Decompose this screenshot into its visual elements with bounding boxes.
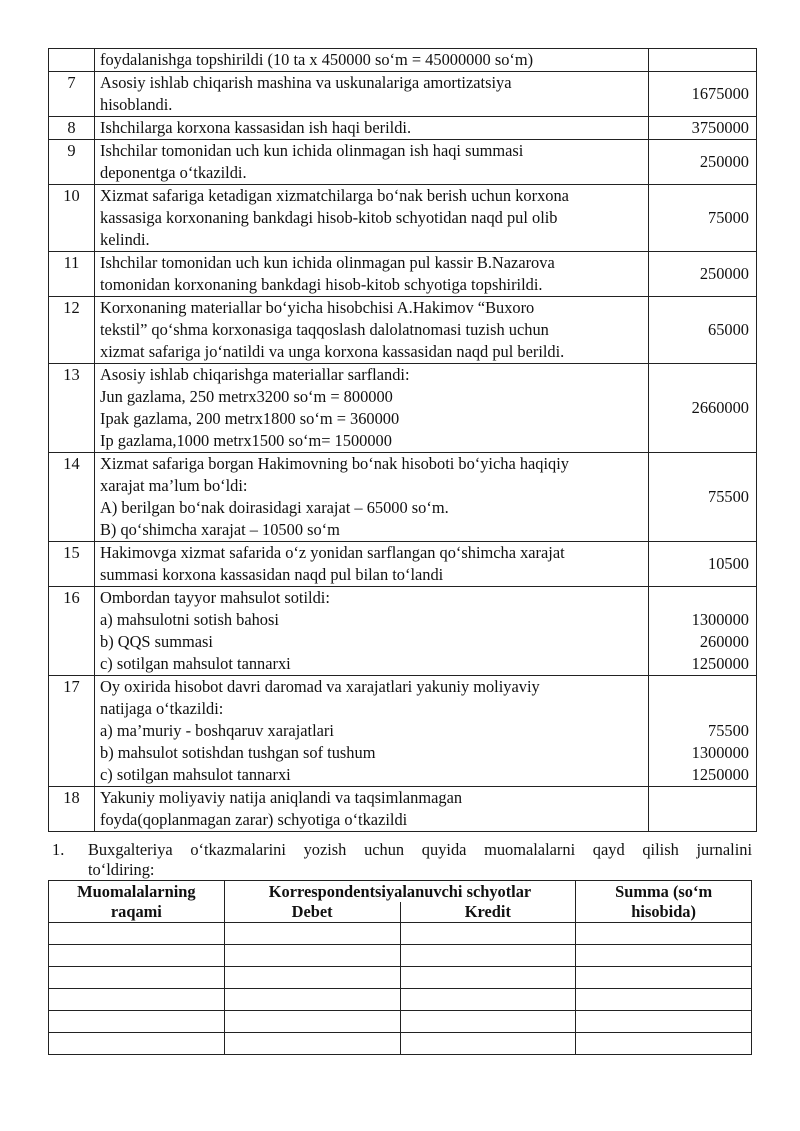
- operation-description-line: Asosiy ishlab chiqarish mashina va uskunalariga amortizatsiya: [100, 73, 512, 92]
- operation-description: [95, 787, 649, 832]
- operation-row: [49, 364, 757, 453]
- journal-cell-debit[interactable]: [224, 989, 400, 1011]
- operation-row: [49, 297, 757, 364]
- journal-row: [49, 989, 752, 1011]
- journal-cell-number[interactable]: [49, 967, 225, 989]
- journal-cell-debit[interactable]: [224, 967, 400, 989]
- operation-row: [49, 453, 757, 542]
- journal-cell-sum[interactable]: [576, 923, 752, 945]
- journal-header-sum: [576, 881, 752, 923]
- operation-description-line: foydalanishga topshirildi (10 ta x 450000 so‘m = 45000000 so‘m): [100, 50, 534, 69]
- task-text-line-2: to‘ldiring:: [88, 860, 155, 879]
- operation-description: [95, 587, 649, 676]
- operation-amount: [649, 787, 757, 832]
- journal-cell-credit[interactable]: [400, 1011, 576, 1033]
- journal-cell-number[interactable]: [49, 945, 225, 967]
- operation-amount-value: 260000: [699, 632, 749, 651]
- journal-cell-credit[interactable]: [400, 1033, 576, 1055]
- journal-cell-credit[interactable]: [400, 923, 576, 945]
- task-number: 1.: [52, 840, 65, 859]
- operation-description-line: Xizmat safariga borgan Hakimovning bo‘nak hisoboti bo‘yicha haqiqiy: [100, 454, 569, 473]
- operation-row: [49, 140, 757, 185]
- journal-cell-debit[interactable]: [224, 945, 400, 967]
- operation-row: [49, 117, 757, 140]
- operations-table: [48, 48, 757, 832]
- operation-number: 15: [49, 542, 95, 587]
- journal-row: [49, 945, 752, 967]
- operation-amount-value: 75000: [708, 208, 749, 227]
- operation-number: 18: [49, 787, 95, 832]
- operations-table-body: [49, 49, 757, 832]
- operation-amount-value: 2660000: [691, 398, 749, 417]
- operation-description-line: deponentga o‘tkazildi.: [100, 163, 247, 182]
- journal-cell-sum[interactable]: [576, 989, 752, 1011]
- journal-row: [49, 923, 752, 945]
- operation-description-line: kassasiga korxonaning bankdagi hisob-kitob schyotidan naqd pul olib: [100, 208, 558, 227]
- journal-cell-debit[interactable]: [224, 1033, 400, 1055]
- operation-description: [95, 453, 649, 542]
- operation-row: [49, 542, 757, 587]
- operation-description: [95, 364, 649, 453]
- operation-description: [95, 542, 649, 587]
- operation-description-line: Ishchilarga korxona kassasidan ish haqi berildi.: [100, 118, 412, 137]
- operation-description: [95, 49, 649, 72]
- operation-number: [49, 49, 95, 72]
- journal-table: [48, 880, 752, 1055]
- journal-cell-sum[interactable]: [576, 967, 752, 989]
- journal-cell-debit[interactable]: [224, 1011, 400, 1033]
- journal-cell-sum[interactable]: [576, 1011, 752, 1033]
- journal-cell-debit[interactable]: [224, 923, 400, 945]
- operation-amount: [649, 252, 757, 297]
- operation-description-line: xizmat safariga jo‘natildi va unga korxona kassasidan naqd pul berildi.: [100, 342, 565, 361]
- operation-description: [95, 72, 649, 117]
- operation-description-line: Xizmat safariga ketadigan xizmatchilarga bo‘nak berish uchun korxona: [100, 186, 569, 205]
- operation-amount-value: 10500: [708, 554, 749, 573]
- journal-cell-number[interactable]: [49, 1033, 225, 1055]
- journal-row: [49, 967, 752, 989]
- operation-description-line: Yakuniy moliyaviy natija aniqlandi va taqsimlanmagan: [100, 788, 463, 807]
- operation-description-line: tekstil” qo‘shma korxonasiga taqqoslash dalolatnomasi tuzish uchun: [100, 320, 549, 339]
- operation-description: [95, 676, 649, 787]
- operation-number: 14: [49, 453, 95, 542]
- operation-amount-value: 1675000: [691, 84, 749, 103]
- operation-description-line: summasi korxona kassasidan naqd pul bilan to‘landi: [100, 565, 444, 584]
- operation-number: 7: [49, 72, 95, 117]
- operation-description-line: Jun gazlama, 250 metrx3200 so‘m = 800000: [100, 387, 393, 406]
- operation-description-line: a) mahsulotni sotish bahosi: [100, 610, 279, 629]
- operation-amount: [649, 49, 757, 72]
- journal-cell-credit[interactable]: [400, 945, 576, 967]
- operation-amount: [649, 542, 757, 587]
- operation-description: [95, 117, 649, 140]
- operation-number: 9: [49, 140, 95, 185]
- operation-description-line: Ishchilar tomonidan uch kun ichida olinmagan ish haqi summasi: [100, 141, 524, 160]
- journal-header-number: [49, 881, 225, 923]
- operation-amount-value: 1250000: [691, 654, 749, 673]
- operation-description-line: b) QQS summasi: [100, 632, 213, 651]
- operation-description-line: c) sotilgan mahsulot tannarxi: [100, 765, 291, 784]
- operation-amount: [649, 72, 757, 117]
- operation-description-line: hisoblandi.: [100, 95, 173, 114]
- operation-description-line: xarajat ma’lum bo‘ldi:: [100, 476, 248, 495]
- operation-description-line: tomonidan korxonaning bankdagi hisob-kitob schyotiga topshirildi.: [100, 275, 543, 294]
- operation-row: [49, 72, 757, 117]
- operation-row: [49, 587, 757, 676]
- operation-description-line: Korxonaning materiallar bo‘yicha hisobchisi A.Hakimov “Buxoro: [100, 298, 535, 317]
- operation-number: 13: [49, 364, 95, 453]
- task-text: [88, 840, 752, 880]
- operation-row: [49, 252, 757, 297]
- journal-cell-number[interactable]: [49, 989, 225, 1011]
- journal-cell-credit[interactable]: [400, 967, 576, 989]
- operation-amount: [649, 297, 757, 364]
- journal-header-sum-text: Summa (so‘m hisobida): [615, 882, 713, 921]
- operation-amount-value: 250000: [699, 264, 749, 283]
- operation-amount: [649, 676, 757, 787]
- journal-cell-number[interactable]: [49, 923, 225, 945]
- operation-description-line: c) sotilgan mahsulot tannarxi: [100, 654, 291, 673]
- operation-description-line: Oy oxirida hisobot davri daromad va xarajatlari yakuniy moliyaviy: [100, 677, 540, 696]
- operation-description: [95, 185, 649, 252]
- operation-description-line: Asosiy ishlab chiqarishga materiallar sarflandi:: [100, 365, 410, 384]
- operation-amount-value: 75500: [708, 487, 749, 506]
- operation-row: [49, 787, 757, 832]
- journal-header-credit: Kredit: [400, 902, 576, 923]
- operation-amount-value: 65000: [708, 320, 749, 339]
- operation-description-line: Hakimovga xizmat safarida o‘z yonidan sarflangan qo‘shimcha xarajat: [100, 543, 565, 562]
- operation-amount-value: 3750000: [691, 118, 749, 137]
- operation-description: [95, 140, 649, 185]
- operation-amount: [649, 185, 757, 252]
- operation-amount-value: 250000: [699, 152, 749, 171]
- operation-amount: [649, 140, 757, 185]
- operation-description: [95, 297, 649, 364]
- journal-row: [49, 1033, 752, 1055]
- operation-description-line: Ip gazlama,1000 metrx1500 so‘m= 1500000: [100, 431, 392, 450]
- journal-header-number-text: Muomalalarning raqami: [77, 882, 196, 921]
- operation-row: [49, 676, 757, 787]
- journal-cell-sum[interactable]: [576, 945, 752, 967]
- operation-amount-value: 75500: [708, 721, 749, 740]
- operation-description-line: Ishchilar tomonidan uch kun ichida olinmagan pul kassir B.Nazarova: [100, 253, 555, 272]
- operation-description-line: b) mahsulot sotishdan tushgan sof tushum: [100, 743, 376, 762]
- journal-header-debit: Debet: [224, 902, 400, 923]
- operation-amount-value: 1300000: [691, 610, 749, 629]
- journal-header-accounts: Korrespondentsiyalanuvchi schyotlar: [224, 881, 576, 903]
- operation-description: [95, 252, 649, 297]
- operation-description-line: A) berilgan bo‘nak doirasidagi xarajat – 65000 so‘m.: [100, 498, 449, 517]
- operation-number: 12: [49, 297, 95, 364]
- operation-description-line: B) qo‘shimcha xarajat – 10500 so‘m: [100, 520, 340, 539]
- operation-description-line: Ipak gazlama, 200 metrx1800 so‘m = 360000: [100, 409, 400, 428]
- journal-row: [49, 1011, 752, 1033]
- operation-description-line: foyda(qoplanmagan zarar) schyotiga o‘tkazildi: [100, 810, 408, 829]
- operation-number: 10: [49, 185, 95, 252]
- operation-amount-value: 1300000: [691, 743, 749, 762]
- operation-description-line: natijaga o‘tkazildi:: [100, 699, 224, 718]
- operation-row: [49, 185, 757, 252]
- operation-description-line: Ombordan tayyor mahsulot sotildi:: [100, 588, 330, 607]
- operation-description-line: a) ma’muriy - boshqaruv xarajatlari: [100, 721, 334, 740]
- journal-cell-number[interactable]: [49, 1011, 225, 1033]
- operation-amount-value: 1250000: [691, 765, 749, 784]
- operation-amount: [649, 453, 757, 542]
- operation-amount: [649, 117, 757, 140]
- journal-cell-sum[interactable]: [576, 1033, 752, 1055]
- operation-amount: [649, 587, 757, 676]
- task-text-line-1: Buxgalteriya o‘tkazmalarini yozish uchun quyida muomalalarni qayd qilish jurnalini: [88, 840, 752, 859]
- operation-description-line: kelindi.: [100, 230, 150, 249]
- operation-row: [49, 49, 757, 72]
- operation-number: 8: [49, 117, 95, 140]
- journal-cell-credit[interactable]: [400, 989, 576, 1011]
- operation-number: 11: [49, 252, 95, 297]
- operation-amount: [649, 364, 757, 453]
- operation-number: 17: [49, 676, 95, 787]
- operation-number: 16: [49, 587, 95, 676]
- journal-table-body: [49, 923, 752, 1055]
